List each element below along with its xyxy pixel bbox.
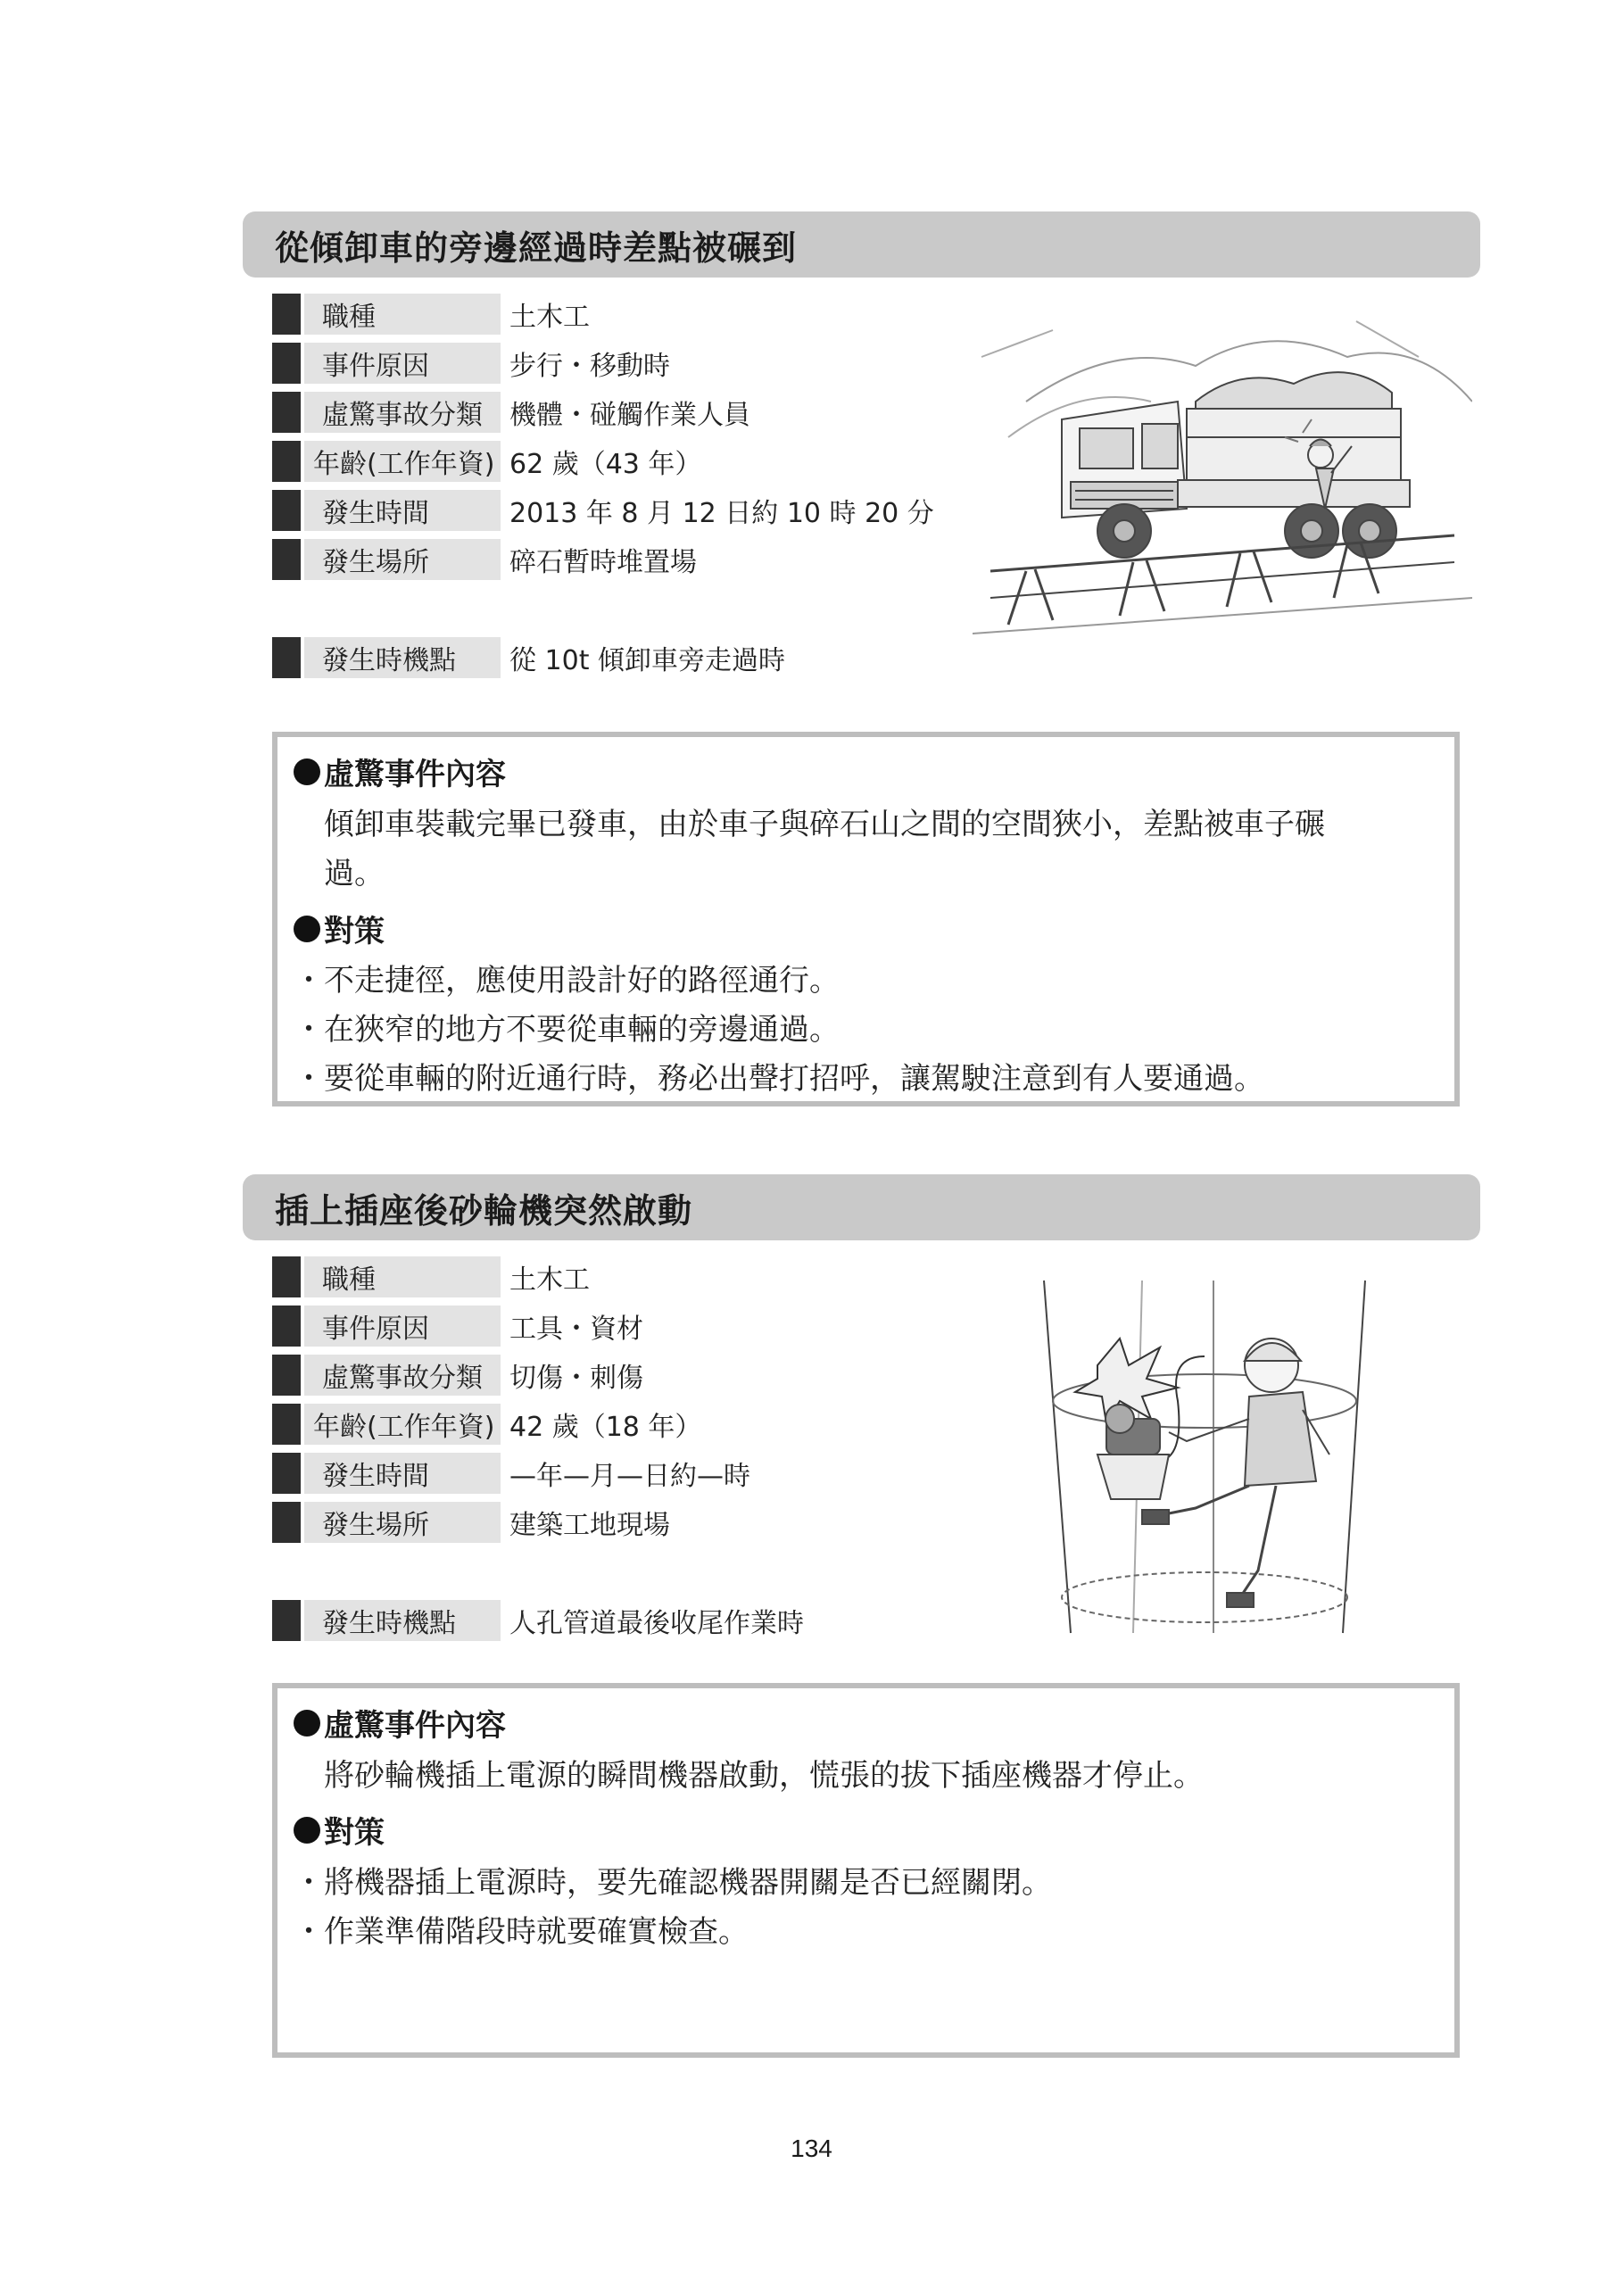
row-marker xyxy=(272,1355,301,1396)
row-marker xyxy=(272,1453,301,1494)
row-marker xyxy=(272,1305,301,1347)
info-label: 年齡(工作年資) xyxy=(304,1404,501,1445)
info-value: —年—月—日約—時 xyxy=(509,1461,750,1492)
info-label: 發生場所 xyxy=(304,1502,501,1543)
info-value: 從 10t 傾卸車旁走過時 xyxy=(509,645,786,676)
row-marker xyxy=(272,1404,301,1445)
info-value: 土木工 xyxy=(509,1264,590,1296)
row-marker xyxy=(272,539,301,580)
dump-truck-illustration xyxy=(973,303,1472,642)
content-line: 將砂輪機插上電源的瞬間機器啟動，慌張的拔下插座機器才停止。 xyxy=(324,1758,1204,1794)
measures-heading-text: 對策 xyxy=(324,914,385,949)
info-row-job xyxy=(272,294,590,335)
row-marker xyxy=(272,441,301,482)
measure-item: ・要從車輛的附近通行時，務必出聲打招呼，讓駕駛注意到有人要通過。 xyxy=(294,1061,1264,1097)
measure-item: ・將機器插上電源時，要先確認機器開關是否已經關閉。 xyxy=(294,1865,1052,1901)
info-row-time xyxy=(272,1453,750,1494)
manhole-worker-grinder-illustration xyxy=(1035,1276,1374,1642)
info-row-job xyxy=(272,1256,590,1297)
info-value: 建築工地現場 xyxy=(509,1510,670,1541)
info-row-category xyxy=(272,1355,643,1396)
measure-item: ・在狹窄的地方不要從車輛的旁邊通過。 xyxy=(294,1012,840,1048)
row-marker xyxy=(272,294,301,335)
bullet-dot-icon xyxy=(294,758,320,785)
measure-item: ・不走捷徑，應使用設計好的路徑通行。 xyxy=(294,963,840,999)
info-row-age xyxy=(272,441,701,482)
info-label: 職種 xyxy=(304,1256,501,1297)
bullet-dot-icon xyxy=(294,916,320,942)
row-marker xyxy=(272,392,301,433)
info-label: 發生時間 xyxy=(304,490,501,531)
info-value: 工具・資材 xyxy=(509,1314,643,1345)
measures-heading xyxy=(294,1808,385,1852)
info-value: 切傷・刺傷 xyxy=(509,1363,643,1394)
info-value: 土木工 xyxy=(509,302,590,333)
bullet-dot-icon xyxy=(294,1817,320,1844)
info-label: 年齡(工作年資) xyxy=(304,441,501,482)
page-number: 134 xyxy=(791,2134,832,2162)
info-label: 虛驚事故分類 xyxy=(304,392,501,433)
row-marker xyxy=(272,490,301,531)
info-label: 發生場所 xyxy=(304,539,501,580)
info-label: 發生時機點 xyxy=(304,637,501,678)
info-row-place xyxy=(272,539,697,580)
info-row-time xyxy=(272,490,934,531)
info-row-age xyxy=(272,1404,701,1445)
case1-title: 從傾卸車的旁邊經過時差點被碾到 xyxy=(243,211,1480,278)
content-heading-text: 虛驚事件內容 xyxy=(324,757,506,792)
content-heading xyxy=(294,750,506,793)
info-value: 42 歲（18 年） xyxy=(509,1412,702,1443)
case2-title: 插上插座後砂輪機突然啟動 xyxy=(243,1174,1480,1240)
row-marker xyxy=(272,1502,301,1543)
info-value: 碎石暫時堆置場 xyxy=(509,547,697,578)
info-value: 2013 年 8 月 12 日約 10 時 20 分 xyxy=(509,498,934,529)
info-row-cause xyxy=(272,1305,643,1347)
info-label: 虛驚事故分類 xyxy=(304,1355,501,1396)
info-row-moment xyxy=(272,1600,804,1641)
info-label: 發生時機點 xyxy=(304,1600,501,1641)
info-value: 步行・移動時 xyxy=(509,351,670,382)
case2-content-box xyxy=(272,1683,1460,2058)
info-label: 職種 xyxy=(304,294,501,335)
case1-content-box xyxy=(272,732,1460,1107)
row-marker xyxy=(272,1600,301,1641)
row-marker xyxy=(272,637,301,678)
measures-heading-text: 對策 xyxy=(324,1815,385,1851)
measures-heading xyxy=(294,907,385,950)
info-label: 事件原因 xyxy=(304,1305,501,1347)
bullet-dot-icon xyxy=(294,1710,320,1737)
measure-item: ・作業準備階段時就要確實檢查。 xyxy=(294,1914,749,1950)
info-value: 機體・碰觸作業人員 xyxy=(509,400,750,431)
info-row-place xyxy=(272,1502,670,1543)
info-row-moment xyxy=(272,637,785,678)
info-label: 發生時間 xyxy=(304,1453,501,1494)
content-line: 傾卸車裝載完畢已發車，由於車子與碎石山之間的空間狹小，差點被車子碾 xyxy=(324,807,1325,842)
info-value: 人孔管道最後收尾作業時 xyxy=(509,1608,804,1639)
info-row-category xyxy=(272,392,750,433)
info-label: 事件原因 xyxy=(304,343,501,384)
row-marker xyxy=(272,343,301,384)
info-value: 62 歲（43 年） xyxy=(509,449,702,480)
content-heading-text: 虛驚事件內容 xyxy=(324,1708,506,1744)
info-row-cause xyxy=(272,343,670,384)
row-marker xyxy=(272,1256,301,1297)
content-line: 過。 xyxy=(324,856,385,891)
content-heading xyxy=(294,1701,506,1745)
